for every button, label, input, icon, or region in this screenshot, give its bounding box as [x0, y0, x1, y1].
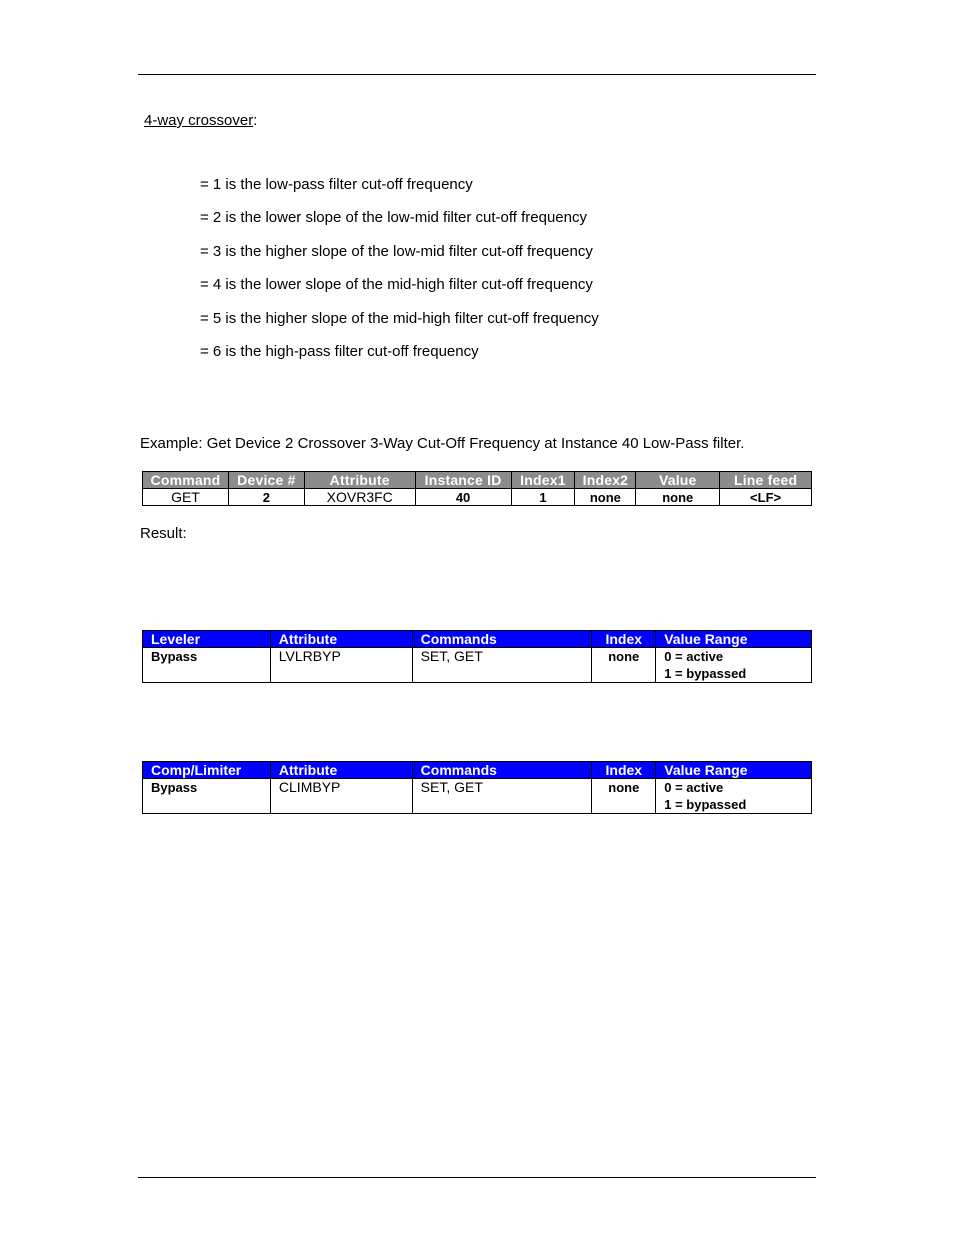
cell-device: 2 — [228, 489, 304, 506]
col-value-range: Value Range — [656, 631, 812, 648]
cell-attribute: XOVR3FC — [304, 489, 415, 506]
section-heading — [144, 112, 257, 130]
list-item: = 1 is the low-pass filter cut-off frequency — [200, 176, 473, 193]
leveler-table-header — [143, 631, 812, 648]
table-row — [143, 489, 812, 506]
cell-commands: SET, GET — [412, 779, 592, 814]
cell-index: none — [592, 779, 656, 814]
footer-rule — [138, 1177, 816, 1178]
col-attribute: Attribute — [270, 631, 412, 648]
command-table — [142, 471, 812, 506]
cell-attribute: LVLRBYP — [270, 648, 412, 683]
col-commands: Commands — [412, 631, 592, 648]
example-text: Example: Get Device 2 Crossover 3-Way Cut-Off Frequency at Instance 40 Low-Pass filter. — [140, 435, 745, 452]
list-item: = 3 is the higher slope of the low-mid filter cut-off frequency — [200, 243, 593, 260]
list-item: = 5 is the higher slope of the mid-high filter cut-off frequency — [200, 310, 599, 327]
col-index2: Index2 — [575, 472, 636, 489]
cell-value-range — [656, 779, 812, 814]
col-value: Value — [636, 472, 720, 489]
col-attribute: Attribute — [304, 472, 415, 489]
cell-name: Bypass — [143, 779, 271, 814]
cell-index: none — [592, 648, 656, 683]
col-index: Index — [592, 762, 656, 779]
col-comp-limiter: Comp/Limiter — [143, 762, 271, 779]
leveler-table — [142, 630, 812, 683]
cell-command: GET — [143, 489, 229, 506]
cell-value-range — [656, 648, 812, 683]
col-leveler: Leveler — [143, 631, 271, 648]
col-commands: Commands — [412, 762, 592, 779]
cell-attribute: CLIMBYP — [270, 779, 412, 814]
value-range-line: 1 = bypassed — [664, 666, 747, 681]
col-device: Device # — [228, 472, 304, 489]
value-range-line: 1 = bypassed — [664, 797, 747, 812]
section-heading-text: 4-way crossover — [144, 112, 254, 129]
col-value-range: Value Range — [656, 762, 812, 779]
cell-line-feed: <LF> — [720, 489, 812, 506]
header-rule — [138, 74, 816, 75]
cell-index2: none — [575, 489, 636, 506]
col-command: Command — [143, 472, 229, 489]
command-table-header — [143, 472, 812, 489]
col-index1: Index1 — [511, 472, 575, 489]
col-index: Index — [592, 631, 656, 648]
cell-index1: 1 — [511, 489, 575, 506]
cell-instance-id: 40 — [415, 489, 511, 506]
value-range-line: 0 = active — [664, 780, 724, 795]
list-item: = 2 is the lower slope of the low-mid filter cut-off frequency — [200, 209, 587, 226]
col-attribute: Attribute — [270, 762, 412, 779]
list-item: = 4 is the lower slope of the mid-high filter cut-off frequency — [200, 276, 593, 293]
limiter-table — [142, 761, 812, 814]
list-item: = 6 is the high-pass filter cut-off frequency — [200, 343, 479, 360]
col-line-feed: Line feed — [720, 472, 812, 489]
limiter-table-header — [143, 762, 812, 779]
col-instance-id: Instance ID — [415, 472, 511, 489]
result-label: Result: — [140, 525, 187, 542]
table-row — [143, 648, 812, 683]
cell-name: Bypass — [143, 648, 271, 683]
cell-value: none — [636, 489, 720, 506]
section-heading-colon: : — [253, 112, 258, 129]
cell-commands: SET, GET — [412, 648, 592, 683]
table-row — [143, 779, 812, 814]
value-range-line: 0 = active — [664, 649, 724, 664]
